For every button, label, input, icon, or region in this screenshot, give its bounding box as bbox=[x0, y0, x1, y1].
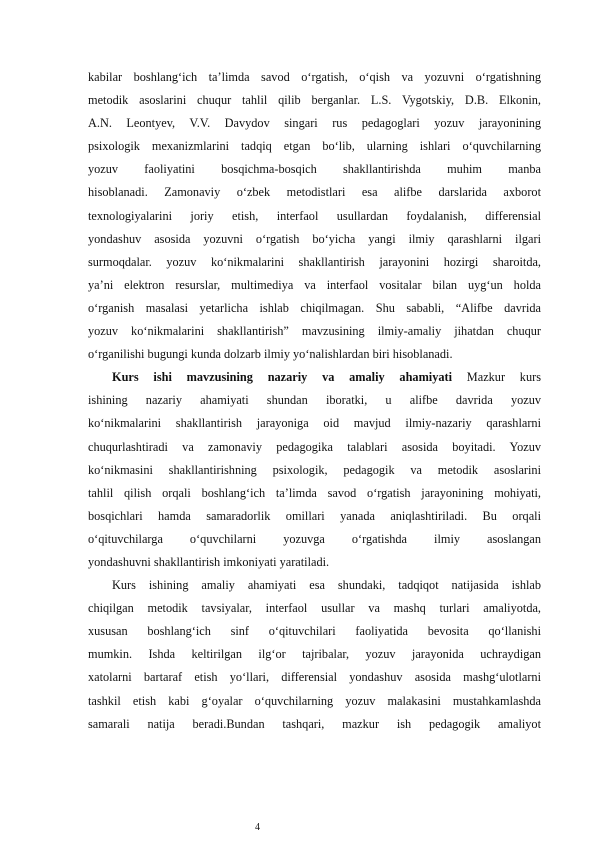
text-line: bosqichlari hamda samaradorlik omillari yanada aniqlashtiriladi. Bu orqali bbox=[88, 508, 541, 523]
text-line: o‘rganilishi bugungi kunda dolzarb ilmiy yo‘nalishlardan biri hisoblanadi. bbox=[88, 347, 453, 362]
text-line: tashkil etish kabi g‘oyalar o‘quvchilarning yozuv malakasini mustahkamlashda bbox=[88, 693, 541, 708]
text-line: ishining nazariy ahamiyati shundan iboratki, u alifbe davrida yozuv bbox=[88, 393, 541, 408]
text-line: metodik asoslarini chuqur tahlil qilib berganlar. L.S. Vygotskiy, D.B. Elkonin, bbox=[88, 93, 541, 108]
text-line: kabilar boshlang‘ich ta’limda savod o‘rgatish, o‘qish va yozuvni o‘rgatishning bbox=[88, 70, 541, 84]
section-heading-line bbox=[88, 366, 541, 389]
text-line: chuqurlashtiradi va zamonaviy pedagogika talablari asosida boyitadi. Yozuv bbox=[88, 439, 541, 454]
page-number: 4 bbox=[255, 822, 260, 833]
text-line: ko‘nikmalarini shakllantirish jarayoniga oid mavjud ilmiy-nazariy qarashlarni bbox=[88, 416, 541, 431]
text-line: o‘rganish masalasi yetarlicha ishlab chiqilmagan. Shu sababli, “Alifbe davrida bbox=[88, 300, 541, 315]
text-line: surmoqdalar. yozuv ko‘nikmalarini shakllantirish jarayonini hozirgi sharoitda, bbox=[88, 254, 541, 269]
paragraph-significance bbox=[88, 366, 541, 574]
text-line: tahlil qilish orqali boshlang‘ich ta’limda savod o‘rgatish jarayonining mohiyati, bbox=[88, 485, 541, 500]
text-line: xatolarni bartaraf etish yo‘llari, differensial yondashuv asosida mashg‘ulotlarni bbox=[88, 670, 541, 685]
text-line: xususan boshlang‘ich sinf o‘qituvchilari faoliyatida bevosita qo‘llanishi bbox=[88, 624, 541, 639]
text-line: yozuv ko‘nikmalarini shakllantirish” mavzusining ilmiy-amaliy jihatdan chuqur bbox=[88, 324, 541, 339]
heading-continuation: Mazkur kurs bbox=[452, 370, 541, 385]
text-line: texnologiyalarini joriy etish, interfaol usullardan foydalanish, differensial bbox=[88, 208, 541, 223]
text-line: Kurs ishining amaliy ahamiyati esa shundaki, tadqiqot natijasida ishlab bbox=[112, 578, 541, 593]
text-line: yozuv faoliyatini bosqichma-bosqich shakllantirishda muhim manba bbox=[88, 162, 541, 177]
text-line: ko‘nikmasini shakllantirishning psixologik, pedagogik va metodik asoslarini bbox=[88, 462, 541, 477]
document-body bbox=[88, 66, 541, 736]
text-line: samarali natija beradi.Bundan tashqari, mazkur ish pedagogik amaliyot bbox=[88, 716, 541, 731]
text-line: chiqilgan metodik tavsiyalar, interfaol usullar va mashq turlari amaliyotda, bbox=[88, 601, 541, 616]
text-line: psixologik mexanizmlarini tadqiq etgan bo‘lib, ularning ishlari o‘quvchilarning bbox=[88, 139, 541, 154]
text-line: yondashuv asosida yozuvni o‘rgatish bo‘yicha yangi ilmiy qarashlarni ilgari bbox=[88, 231, 541, 246]
text-line: A.N. Leontyev, V.V. Davydov singari rus pedagoglari yozuv jarayonining bbox=[88, 116, 541, 131]
text-line: mumkin. Ishda keltirilgan ilg‘or tajribalar, yozuv jarayonida uchraydigan bbox=[88, 647, 541, 662]
paragraph-intro bbox=[88, 66, 541, 366]
text-line: hisoblanadi. Zamonaviy o‘zbek metodistlari esa alifbe darslarida axborot bbox=[88, 185, 541, 200]
paragraph-practical bbox=[88, 574, 541, 736]
text-line: ya’ni elektron resurslar, multimediya va interfaol vositalar bilan uyg‘un holda bbox=[88, 277, 541, 292]
text-line: o‘qituvchilarga o‘quvchilarni yozuvga o‘rgatishda ilmiy asoslangan bbox=[88, 531, 541, 546]
text-line: yondashuvni shakllantirish imkoniyati yaratiladi. bbox=[88, 554, 330, 569]
section-heading: Kurs ishi mavzusining nazariy va amaliy ahamiyati bbox=[112, 370, 453, 385]
